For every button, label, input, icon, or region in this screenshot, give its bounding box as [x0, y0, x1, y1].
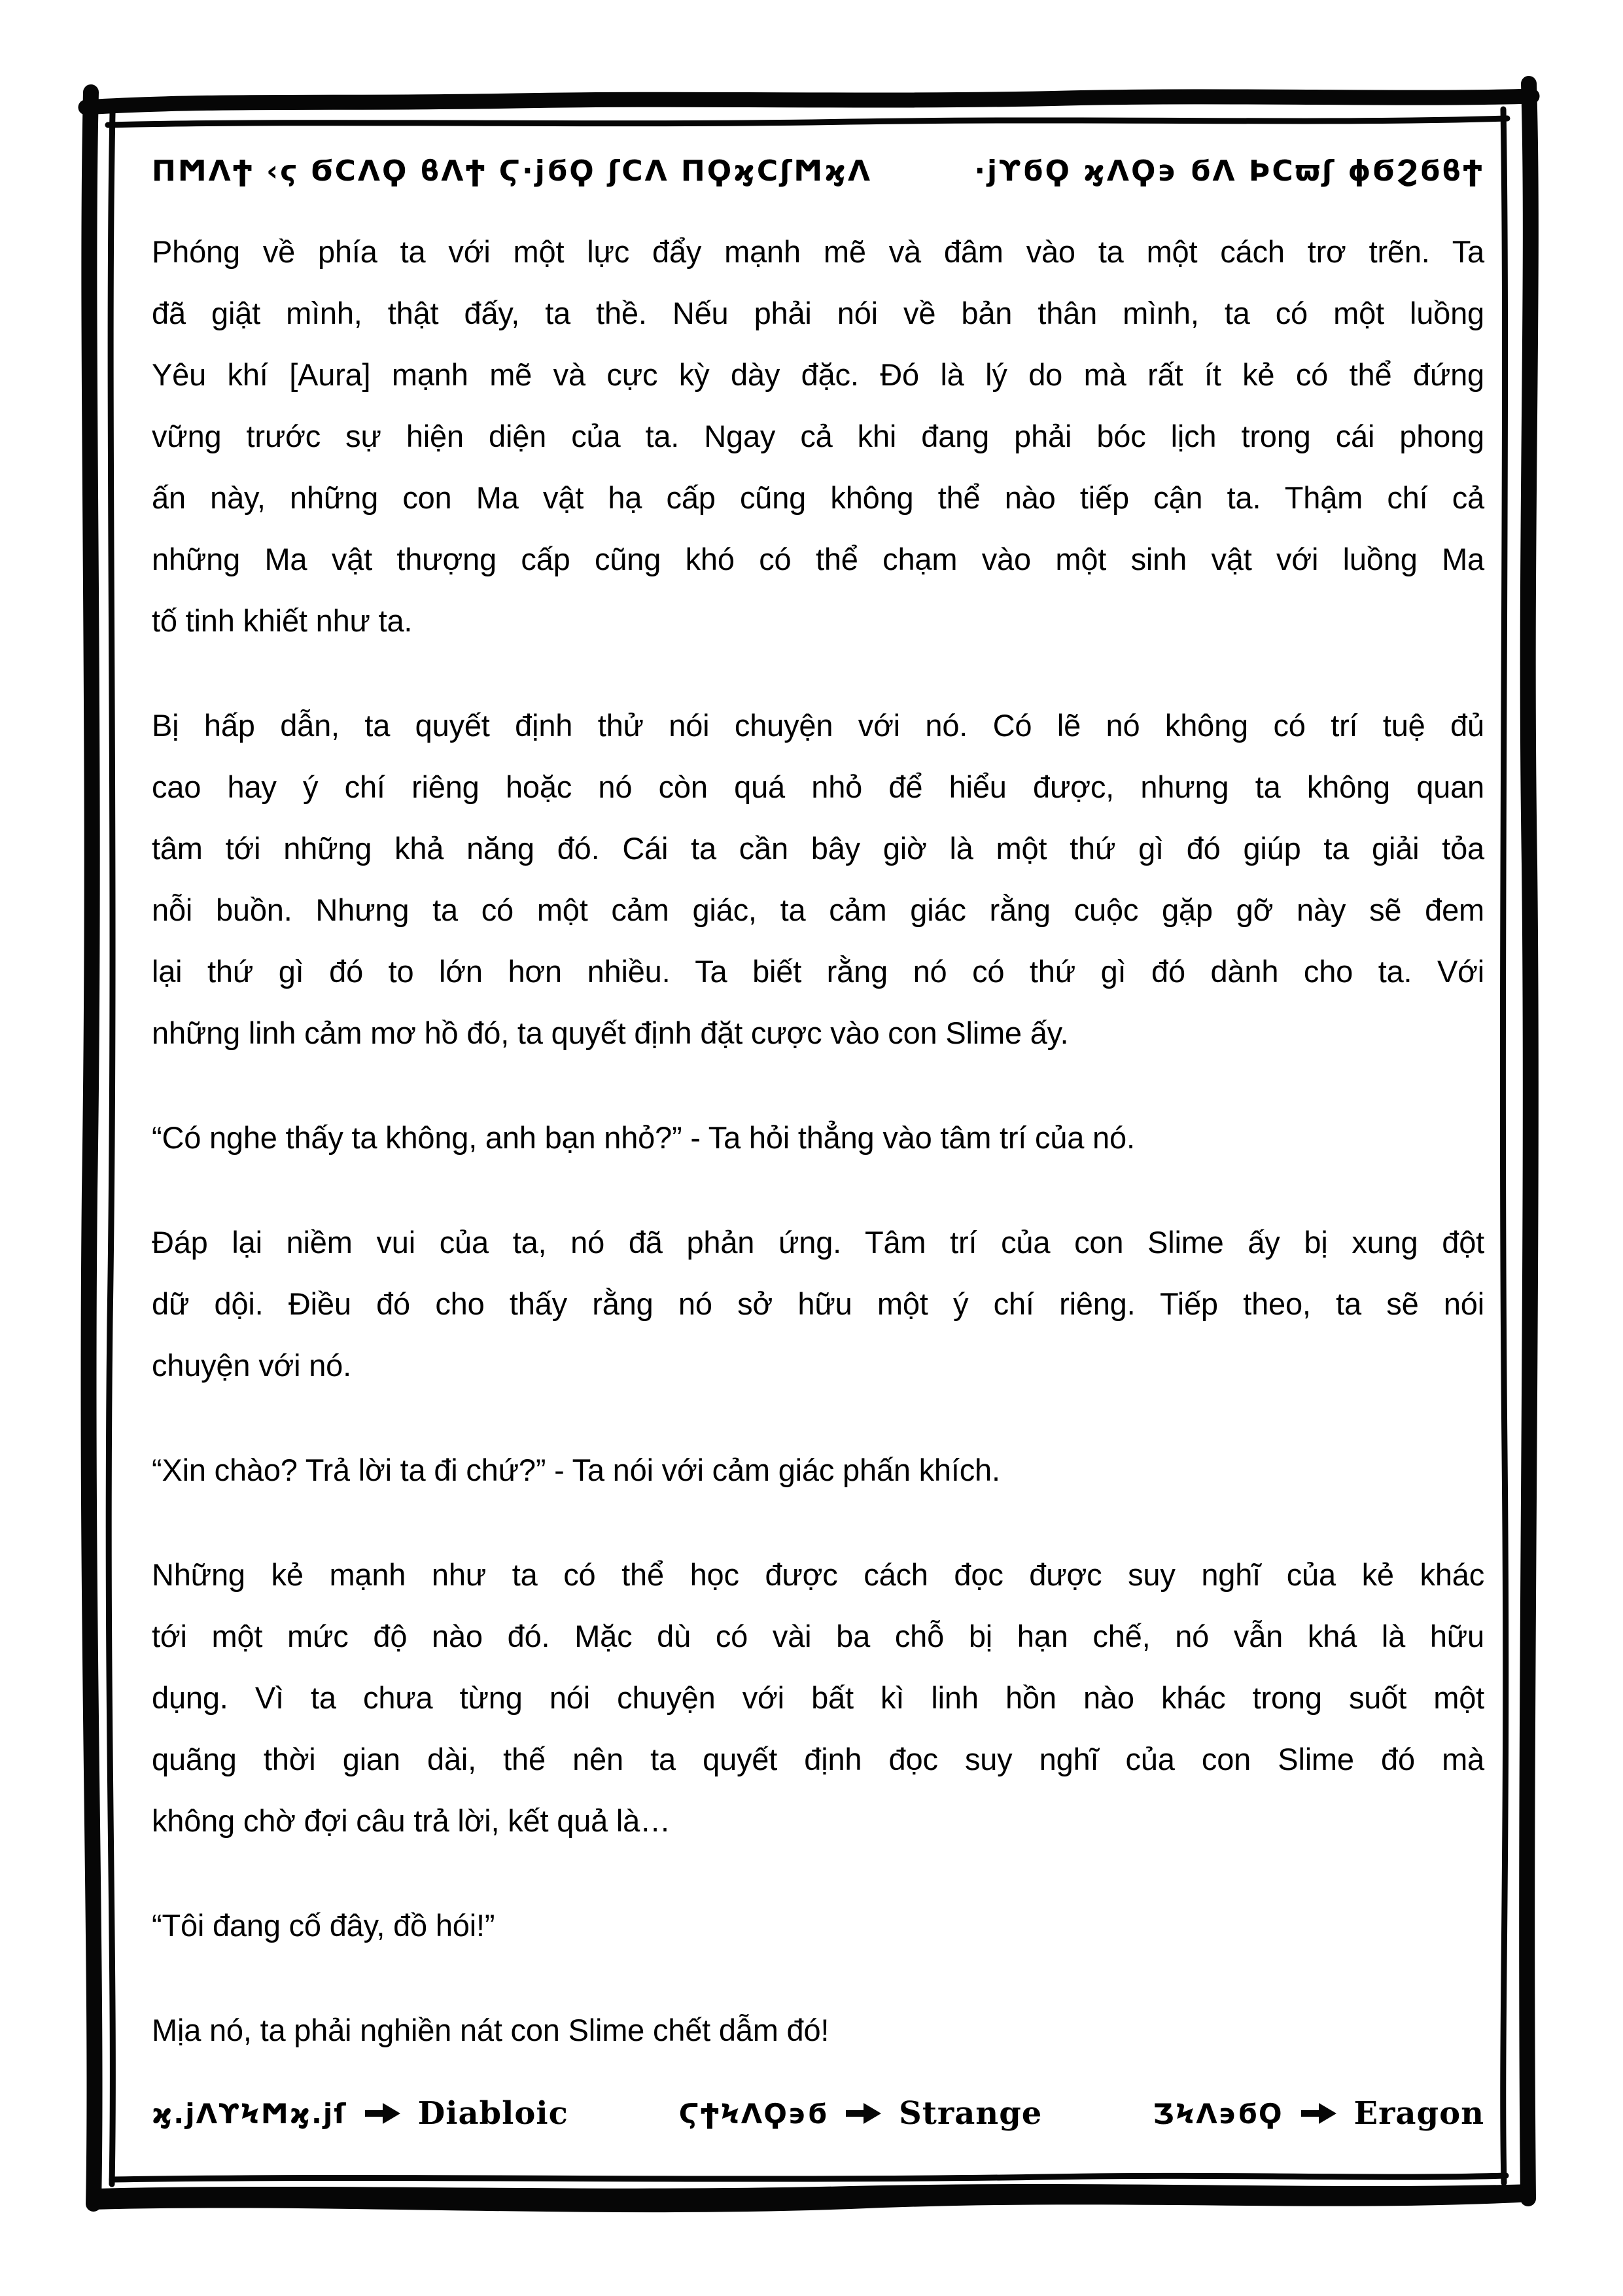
legend-item-eragon [1153, 2095, 1484, 2132]
legend-item-diabloic [152, 2095, 568, 2132]
text-line: Phóng về phía ta với một lực đẩy mạnh mẽ và đâm vào ta một cách trơ trẽn. Ta [152, 234, 1484, 269]
font-name: Strange [899, 2095, 1043, 2132]
paragraph [152, 1212, 1484, 1396]
text-line: chuyện với nó. [152, 1348, 351, 1383]
text-line: Đáp lại niềm vui của ta, nó đã phản ứng. Tâm trí của con Slime ấy bị xung đột [152, 1225, 1484, 1260]
runic-sample: ϗ.ϳΛϒϞϺϗ.ϳſ [152, 2097, 347, 2130]
text-line: những Ma vật thượng cấp cũng khó có thể chạm vào một sinh vật với luồng Ma [152, 542, 1484, 576]
text-line: ấn này, những con Ma vật hạ cấp cũng không thể nào tiếp cận ta. Thậm chí cả [152, 480, 1484, 515]
paragraph [152, 1107, 1484, 1169]
text-line: “Có nghe thấy ta không, anh bạn nhỏ?” - Ta hỏi thẳng vào tâm trí của nó. [152, 1120, 1135, 1155]
text-line: tố tinh khiết như ta. [152, 603, 413, 638]
page-header [152, 154, 1484, 189]
font-name: Diabloic [417, 2095, 568, 2132]
paragraph [152, 2000, 1484, 2061]
text-line: tới một mức độ nào đó. Mặc dù có vài ba chỗ bị hạn chế, nó vẫn khá là hữu [152, 1619, 1484, 1653]
paragraph [152, 695, 1484, 1064]
text-line: dụng. Vì ta chưa từng nói chuyện với bất kì linh hồn nào khác trong suốt một [152, 1680, 1484, 1715]
text-line: “Xin chào? Trả lời ta đi chứ?” - Ta nói với cảm giác phấn khích. [152, 1453, 1000, 1487]
runic-sample: ϚϮϞΛϘ϶ϭ [678, 2097, 829, 2130]
text-line: “Tôi đang cố đây, đồ hói!” [152, 1908, 495, 1943]
text-line: cao hay ý chí riêng hoặc nó còn quá nhỏ để hiểu được, nhưng ta không quan [152, 769, 1484, 804]
text-line: lại thứ gì đó to lớn hơn nhiều. Ta biết rằng nó có thứ gì đó dành cho ta. Với [152, 954, 1484, 989]
runic-sample: ƷϞΛ϶ϭϘ [1153, 2097, 1283, 2130]
text-line: đã giật mình, thật đấy, ta thề. Nếu phải nói về bản thân mình, ta có một luồng [152, 296, 1484, 330]
text-line: Mịa nó, ta phải nghiền nát con Slime chết dẫm đó! [152, 2013, 829, 2047]
arrow-icon [844, 2100, 883, 2127]
paragraph [152, 1895, 1484, 1956]
text-line: Bị hấp dẫn, ta quyết định thử nói chuyện với nó. Có lẽ nó không có trí tuệ đủ [152, 708, 1484, 743]
runic-title-right: ·ϳϒϭϘ ϗΛϘ϶ ϭΛ ϷCϖʃ ϕϬϨϭϐϮ [974, 154, 1484, 188]
legend-item-strange [679, 2095, 1043, 2132]
text-line: vững trước sự hiện diện của ta. Ngay cả khi đang phải bóc lịch trong cái phong [152, 419, 1484, 453]
font-legend [152, 2095, 1484, 2132]
runic-title-left: ΠϺΛϮ ‹ϛ ϬCΛϘ ϐΛϮ Ϛ·ϳϭϘ ʃCΛ ΠϘϗCʃϺϗΛ [152, 154, 872, 188]
paragraph [152, 1544, 1484, 1852]
paragraph [152, 221, 1484, 652]
text-line: Những kẻ mạnh như ta có thể học được cách đọc được suy nghĩ của kẻ khác [152, 1557, 1484, 1592]
text-line: nỗi buồn. Nhưng ta có một cảm giác, ta cảm giác rằng cuộc gặp gỡ này sẽ đem [152, 892, 1484, 927]
font-name: Eragon [1353, 2095, 1484, 2132]
arrow-icon [363, 2100, 402, 2127]
paragraph [152, 1439, 1484, 1501]
text-line: quãng thời gian dài, thế nên ta quyết định đọc suy nghĩ của con Slime đó mà [152, 1742, 1484, 1776]
text-line: những linh cảm mơ hồ đó, ta quyết định đặt cược vào con Slime ấy. [152, 1016, 1069, 1050]
text-line: tâm tới những khả năng đó. Cái ta cần bây giờ là một thứ gì đó giúp ta giải tỏa [152, 831, 1484, 866]
text-line: không chờ đợi câu trả lời, kết quả là… [152, 1803, 671, 1838]
text-line: dữ dội. Điều đó cho thấy rằng nó sở hữu một ý chí riêng. Tiếp theo, ta sẽ nói [152, 1286, 1484, 1321]
text-line: Yêu khí [Aura] mạnh mẽ và cực kỳ dày đặc. Đó là lý do mà rất ít kẻ có thể đứng [152, 357, 1484, 392]
arrow-icon [1299, 2100, 1338, 2127]
story-text [152, 221, 1484, 2061]
